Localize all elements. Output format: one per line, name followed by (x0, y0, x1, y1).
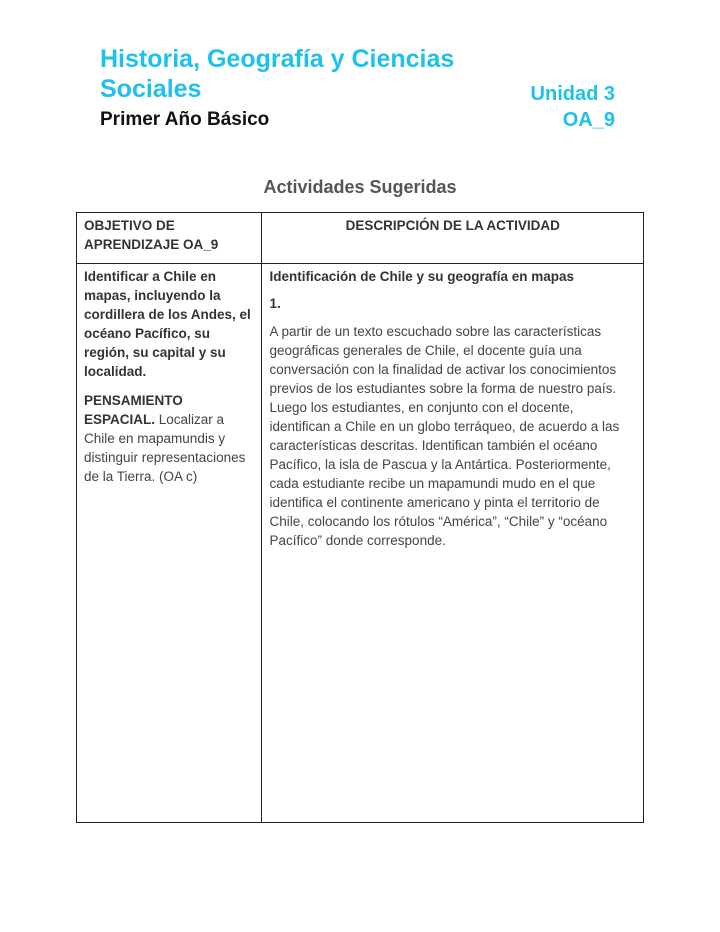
activity-title: Identificación de Chile y su geografía en mapas (269, 269, 575, 284)
activity-description: A partir de un texto escuchado sobre las características geográficas generales de Chile, el docente guía una conversación con la finalidad de activar los conocimientos previos de los estudiantes sobre la forma de nuestro país. Luego los estudiantes, en conjunto con el docente, identifican a Chile en un globo terráqueo, de acuerdo a las características descritas. Identifican también el océano Pacífico, la isla de Pascua y la Antártica. Posteriormente, cada estudiante recibe un mapamundi mudo en el que identifica el continente americano y pinta el territorio de Chile, colocando los rótulos “América”, “Chile” y “océano Pacífico” donde corresponde. (269, 324, 620, 548)
table-row (77, 264, 644, 823)
subject-title: Historia, Geografía y Ciencias Sociales (100, 45, 455, 103)
unit-label: Unidad 3 (530, 83, 615, 105)
objective-text: Identificar a Chile en mapas, incluyendo la cordillera de los Andes, el océano Pacífico, su región, su capital y su localidad. (84, 269, 251, 379)
activity-number: 1. (269, 296, 281, 311)
objective-cell (77, 264, 262, 823)
grade-label: Primer Año Básico (100, 109, 270, 130)
section-title: Actividades Sugeridas (263, 177, 457, 197)
skill-paragraph (84, 391, 254, 486)
description-column-header: DESCRIPCIÓN DE LA ACTIVIDAD (262, 213, 644, 264)
table-header-row (77, 213, 644, 264)
description-cell (262, 264, 644, 823)
objective-column-header: OBJETIVO DE APRENDIZAJE OA_9 (77, 213, 262, 264)
skill-label: PENSAMIENTO ESPACIAL. (84, 393, 183, 427)
activities-table (76, 212, 644, 823)
skill-text: Localizar a Chile en mapamundis y distinguir representaciones de la Tierra. (OA c) (84, 412, 246, 484)
page-header (100, 44, 617, 134)
oa-code-label: OA_9 (562, 109, 615, 131)
